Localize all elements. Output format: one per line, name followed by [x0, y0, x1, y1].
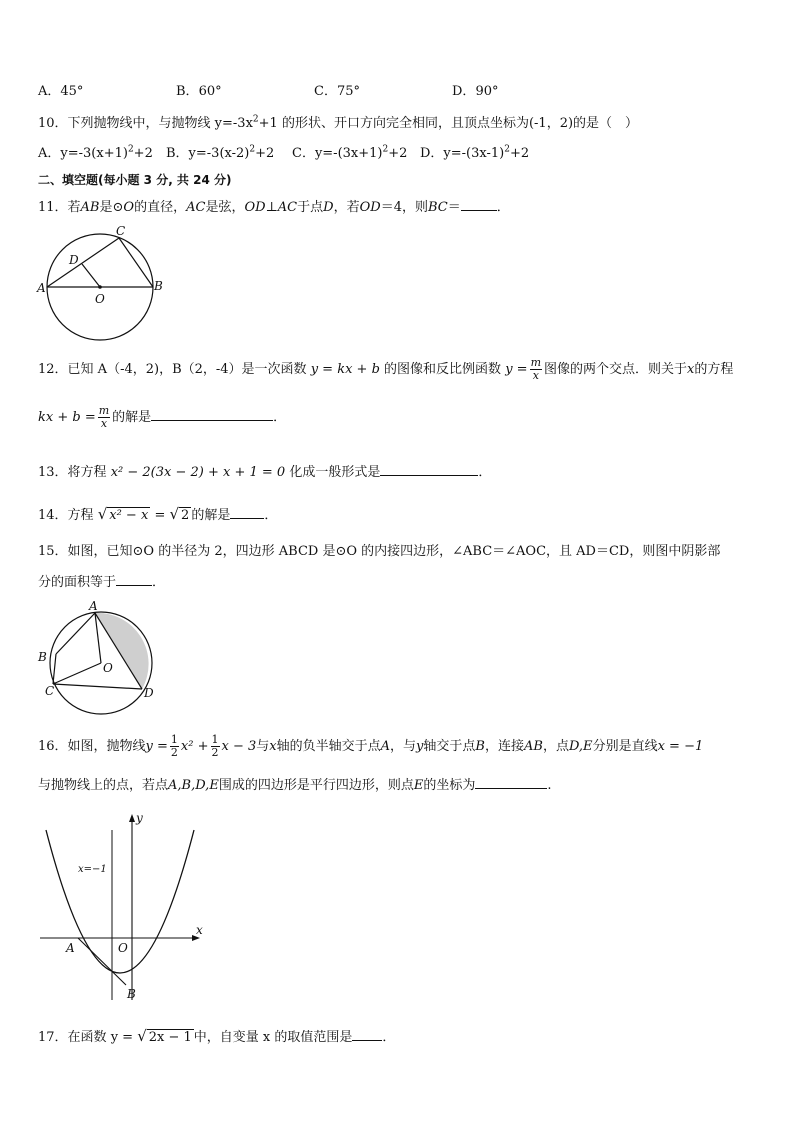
q13-answer-blank[interactable] — [380, 463, 478, 476]
q15-radius-oc — [53, 663, 101, 684]
q11-label-b: B — [154, 279, 163, 293]
q10-stem: 10．下列抛物线中，与抛物线 $y=-3x^2+1$ 的形状、开口方向完全相同，且顶点坐标为(-1，2)的是（ ） — [38, 114, 639, 131]
q16-label-y: y — [136, 811, 143, 825]
q9-option-a: A．45° — [38, 84, 84, 99]
q16-stem-line2: 与抛物线上的点，若点A,B,D,E围成的四边形是平行四边形，则点E的坐标为 . — [38, 778, 552, 793]
q17-stem: 17．在函数 y = √ 2x − 1 中，自变量 x 的取值范围是 ． — [38, 1027, 396, 1045]
q15-label-o: O — [103, 661, 113, 675]
q16-label-x: x — [196, 923, 203, 937]
q12-answer-blank[interactable] — [151, 408, 273, 421]
section-title: 二、填空题(每小题 3 分, 共 24 分) — [38, 173, 232, 187]
q12-fraction: $\frac{m}{x}$ — [530, 356, 542, 382]
q11-label-c: C — [116, 224, 126, 238]
q10-option-d: D．$y=-(3x-1)^2+2$ — [420, 144, 530, 161]
q11-segment-od — [82, 264, 100, 287]
q10-option-c: C．$y=-(3x+1)^2+2$ — [292, 144, 408, 161]
q14-answer-blank[interactable] — [230, 506, 264, 519]
q15-label-c: C — [45, 684, 55, 698]
q15-stem-line2: 分的面积等于 ． — [38, 575, 166, 590]
q11-label-d: D — [69, 253, 79, 267]
q10-option-b: B．$y=-3(x-2)^2+2$ — [166, 144, 275, 161]
q11-circle-figure — [36, 225, 166, 345]
q15-label-a: A — [89, 599, 98, 613]
q15-stem-line1: 15．如图，已知⊙O 的半径为 2，四边形 ABCD 是⊙O 的内接四边形，∠ABC＝∠AOC，且 AD＝CD，则图中阴影部 — [38, 544, 721, 559]
q16-label-b: B — [127, 987, 136, 1001]
q11-chord-ac — [47, 238, 119, 287]
q16-label-xline: x=−1 — [78, 864, 107, 875]
q11-label-a: A — [37, 281, 46, 295]
q10-option-a: A．$y=-3(x+1)^2+2$ — [38, 144, 153, 161]
q12-stem-line1: 12．已知 A（-4，2)，B（2，-4）是一次函数 y = kx + b 的图像和反比例函数 y = $\frac{m}{x}$ 图像的两个交点．则关于x的方程 — [38, 356, 734, 382]
q15-label-d: D — [144, 686, 154, 700]
q16-label-a: A — [66, 941, 75, 955]
q15-circle-figure — [36, 598, 166, 720]
q15-answer-blank[interactable] — [116, 573, 152, 586]
q9-option-c: C．75° — [314, 84, 360, 99]
q11-label-o: O — [95, 292, 105, 306]
q13-stem: 13．将方程 x² − 2(3x − 2) + x + 1 = 0 化成一般形式是 ． — [38, 465, 492, 480]
q11-chord-bc — [119, 238, 153, 287]
q15-side-cd — [53, 684, 142, 689]
q17-answer-blank[interactable] — [352, 1028, 382, 1041]
q9-option-b: B．60° — [176, 84, 222, 99]
q16-label-o: O — [118, 941, 128, 955]
q16-stem-line1: 16．如图，抛物线y = $\frac{1}{2}$ x² + $\frac{1}{2}$ x − 3与x轴的负半轴交于点A，与y轴交于点B，连接AB，点D,E分别是直线x = −1 — [38, 733, 704, 759]
q16-answer-blank[interactable] — [475, 776, 547, 789]
q15-shaded-segment — [95, 613, 149, 689]
q9-option-d: D．90° — [452, 84, 499, 99]
q16-parabola-figure — [36, 810, 216, 1008]
q11-center-dot — [98, 285, 102, 289]
q11-stem: 11．若AB是⊙O的直径，AC是弦，OD⊥AC于点D，若OD＝4，则BC＝ ． — [38, 200, 510, 215]
q16-y-axis-arrow — [129, 814, 135, 822]
q15-side-bc — [53, 654, 56, 684]
q14-stem: 14．方程 √ x² − x = √ 2 的解是 ． — [38, 505, 278, 523]
q15-label-b: B — [38, 650, 47, 664]
q11-answer-blank[interactable] — [461, 198, 497, 211]
q12-stem-line2: kx + b = $\frac{m}{x}$ 的解是 ． — [38, 404, 287, 430]
